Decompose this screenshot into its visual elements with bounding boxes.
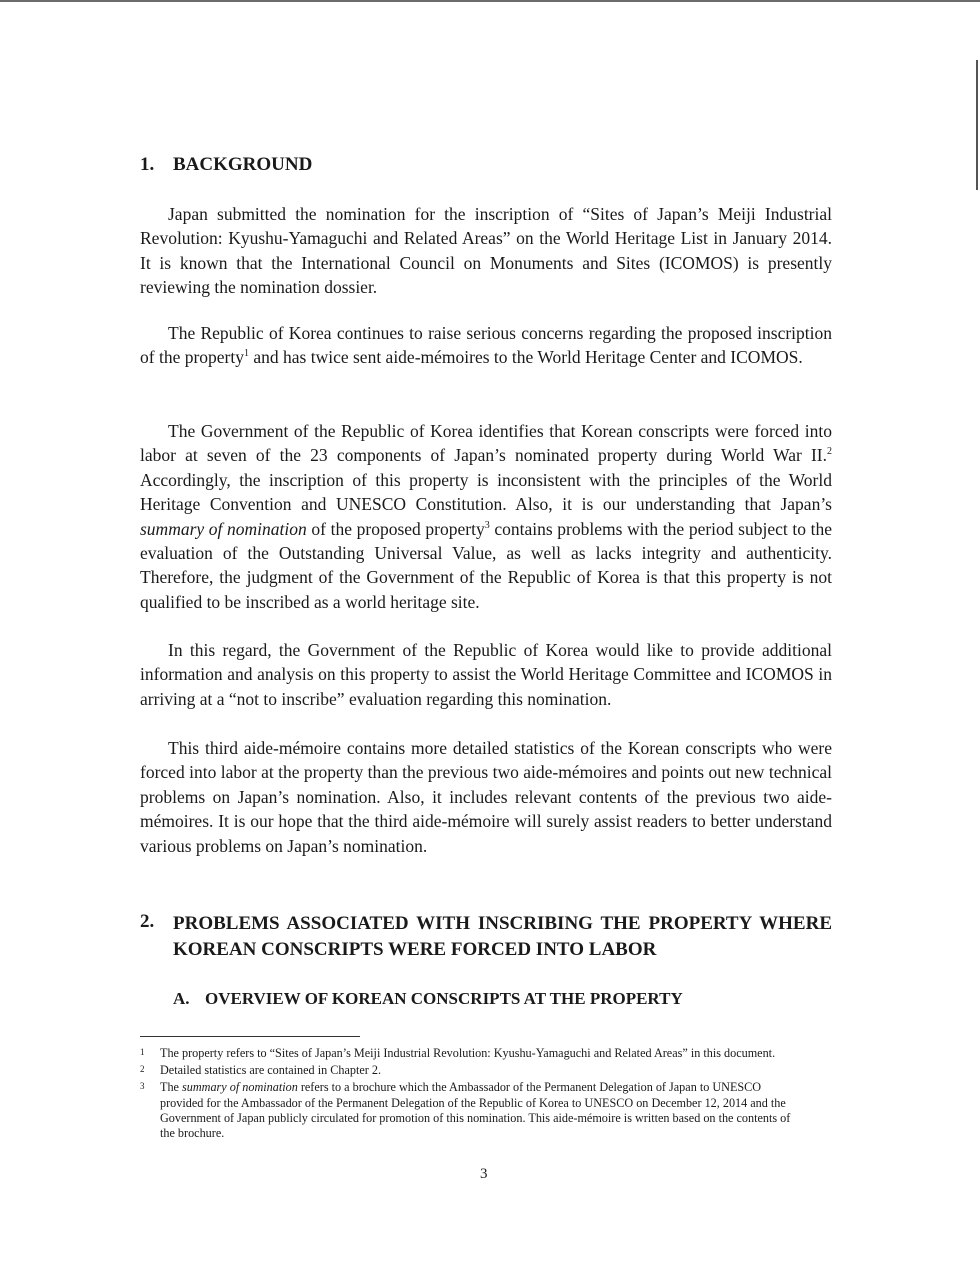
- scan-edge-top: [0, 0, 980, 2]
- text-run: Accordingly, the inscription of this property is inconsistent with the principles of the World Heritage Convention and UNESCO Constitution. Also, it is our understanding that Japan’s: [140, 469, 832, 515]
- text-run: contains problems with the period subject to the evaluation of the Outstanding Universal Value, as well as lacks integrity and authenticity. Therefore, the judgment of the Government of the Republic of Korea is that this property is not qualified to be inscribed as a world heritage site.: [140, 518, 832, 612]
- page-number: 3: [480, 1166, 488, 1182]
- italic-term: summary of nomination: [182, 1080, 298, 1095]
- footnote-2: [140, 1063, 796, 1078]
- text-run: of the proposed property: [306, 518, 485, 539]
- footnote-text: Detailed statistics are contained in Chapter 2.: [160, 1063, 381, 1078]
- paragraph-third-aide-memoire: This third aide-mémoire contains more detailed statistics of the Korean conscripts who were forced into labor at the property than the previous two aide-mémoires and points out new technical problems on Japan’s nomination. Also, it includes relevant contents of the previous two aide-mémoires. It is our hope that the third aide-mémoire will surely assist readers to better understand various problems on Japan’s nomination.: [140, 738, 832, 856]
- footnote-3: [140, 1080, 796, 1141]
- footnote-marker: 2: [140, 1064, 145, 1075]
- subsection-letter: A.: [173, 989, 190, 1008]
- section-heading-problems: [140, 911, 832, 963]
- section-number: 1.: [140, 154, 155, 175]
- footnote-ref: 1: [244, 348, 249, 360]
- footnote-ref: 2: [827, 446, 832, 458]
- section-heading-background: [140, 154, 832, 176]
- paragraph-forced-labor: [140, 419, 832, 614]
- text-run: and has twice sent aide-mémoires to the World Heritage Center and ICOMOS.: [249, 347, 803, 368]
- text-run: The: [160, 1080, 182, 1095]
- paragraph-additional-information: In this regard, the Government of the Republic of Korea would like to provide additional information and analysis on this property to assist the World Heritage Committee and ICOMOS in arriving at a “not to inscribe” evaluation regarding this nomination.: [140, 640, 832, 709]
- subsection-title: OVERVIEW OF KOREAN CONSCRIPTS AT THE PROPERTY: [205, 989, 683, 1008]
- italic-term: summary of nomination: [140, 518, 307, 539]
- subsection-heading-overview: [173, 989, 683, 1009]
- footnote-divider: [140, 1036, 360, 1037]
- paragraph-nomination-submission: Japan submitted the nomination for the inscription of “Sites of Japan’s Meiji Industrial Revolution: Kyushu-Yamaguchi and Related Areas” on the World Heritage List in January 2014. It is known that the International Council on Monuments and Sites (ICOMOS) is presently reviewing the nomination dossier.: [140, 204, 832, 298]
- text-run: The Government of the Republic of Korea identifies that Korean conscripts were forced into labor at seven of the 23 components of Japan’s nominated property during World War II.: [140, 421, 832, 466]
- section-title: BACKGROUND: [173, 154, 313, 175]
- footnote-ref: 3: [484, 519, 490, 531]
- section-number: 2.: [140, 911, 155, 932]
- footnote-text: [160, 1080, 796, 1141]
- paragraph-korea-concerns: [140, 321, 832, 370]
- footnote-marker: 1: [140, 1047, 145, 1057]
- section-title: PROBLEMS ASSOCIATED WITH INSCRIBING THE PROPERTY WHERE KOREAN CONSCRIPTS WERE FORCED INTO LABOR: [173, 913, 832, 960]
- footnotes: [140, 1046, 796, 1143]
- footnote-1: [140, 1046, 796, 1061]
- footnote-marker: 3: [140, 1081, 145, 1092]
- footnote-text: The property refers to “Sites of Japan’s Meiji Industrial Revolution: Kyushu-Yamaguchi and Related Areas” in this document.: [160, 1046, 776, 1060]
- scan-edge-right: [976, 60, 978, 190]
- text-run: The Republic of Korea continues to raise serious concerns regarding the proposed inscription of the property: [140, 323, 832, 368]
- text-run: refers to a brochure which the Ambassador of the Permanent Delegation of Japan to UNESCO provided for the Ambassador of the Permanent Delegation of the Republic of Korea to UNESCO on December 12, 2014 and the Government of Japan publicly circulated for promotion of this nomination. This aide-mémoire is written based on the contents of the brochure.: [160, 1080, 791, 1141]
